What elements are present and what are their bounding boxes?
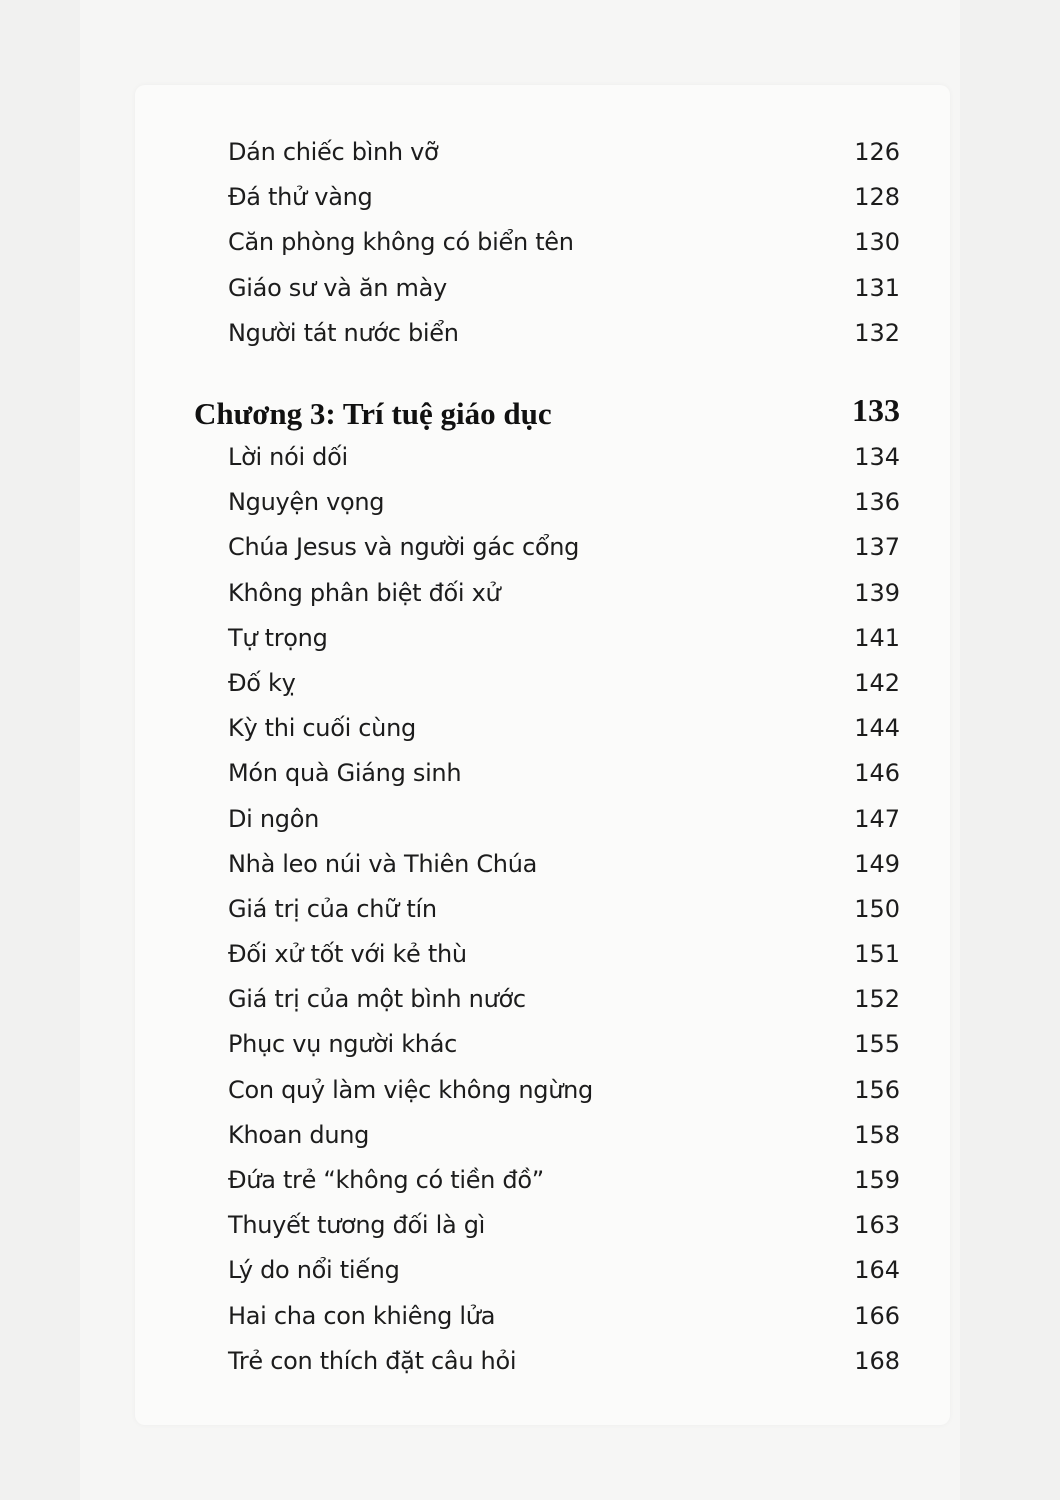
- toc-entry: [0, 1211, 1060, 1256]
- toc-entry: [0, 1121, 1060, 1166]
- entry-page: 147: [854, 804, 900, 833]
- entry-page: 163: [854, 1211, 900, 1240]
- entry-page: 141: [854, 623, 900, 652]
- entry-page: 136: [854, 488, 900, 517]
- toc-entry: [0, 895, 1060, 940]
- entry-page: 150: [854, 894, 900, 923]
- entry-title: Khoan dung: [228, 1120, 370, 1149]
- entry-title: Món quà Giáng sinh: [228, 759, 462, 788]
- entry-page: 164: [854, 1256, 900, 1285]
- entry-title: Đố kỵ: [228, 668, 296, 697]
- toc-entry: [0, 183, 1060, 228]
- toc-entry: [0, 1166, 1060, 1211]
- toc-entry: [0, 138, 1060, 183]
- entry-title: Trẻ con thích đặt câu hỏi: [228, 1346, 517, 1375]
- toc-entry: [0, 759, 1060, 804]
- entry-page: 168: [854, 1346, 900, 1375]
- entry-page: 155: [854, 1030, 900, 1059]
- entry-page: 131: [854, 273, 900, 302]
- chapter-page: 133: [852, 392, 900, 428]
- entry-page: 158: [854, 1120, 900, 1149]
- entry-title: Chúa Jesus và người gác cổng: [228, 533, 580, 562]
- toc-entry: [0, 443, 1060, 488]
- entry-title: Giáo sư và ăn mày: [228, 273, 447, 302]
- toc-entry: [0, 1347, 1060, 1392]
- entry-title: Đá thử vàng: [228, 183, 373, 212]
- entry-title: Phục vụ người khác: [228, 1030, 458, 1059]
- entry-title: Giá trị của một bình nước: [228, 985, 526, 1014]
- entry-title: Đối xử tốt với kẻ thù: [228, 940, 467, 969]
- entry-title: Lý do nổi tiếng: [228, 1256, 400, 1285]
- entry-page: 151: [854, 940, 900, 969]
- entry-page: 156: [854, 1075, 900, 1104]
- entry-title: Di ngôn: [228, 804, 320, 833]
- entry-page: 139: [854, 578, 900, 607]
- entry-title: Người tát nước biển: [228, 318, 459, 347]
- toc-entry: [0, 850, 1060, 895]
- toc-entry: [0, 1302, 1060, 1347]
- entry-title: Kỳ thi cuối cùng: [228, 714, 416, 743]
- entry-page: 166: [854, 1301, 900, 1330]
- toc-entry: [0, 624, 1060, 669]
- toc-entry: [0, 579, 1060, 624]
- entry-page: 159: [854, 1166, 900, 1194]
- entry-page: 134: [854, 443, 900, 471]
- entry-title: Đứa trẻ “không có tiền đồ”: [228, 1166, 544, 1194]
- entry-page: 137: [854, 533, 900, 562]
- toc-entry: [0, 714, 1060, 759]
- entry-page: 146: [854, 759, 900, 788]
- entry-title: Con quỷ làm việc không ngừng: [228, 1075, 593, 1104]
- entry-title: Dán chiếc bình vỡ: [228, 138, 439, 166]
- chapter-heading: [0, 390, 1060, 440]
- entry-title: Nguyện vọng: [228, 488, 385, 517]
- entry-page: 149: [854, 849, 900, 878]
- toc-entry: [0, 669, 1060, 714]
- toc-entry: [0, 533, 1060, 578]
- entry-title: Nhà leo núi và Thiên Chúa: [228, 849, 538, 878]
- toc-list-previous-chapter: [0, 138, 1060, 364]
- entry-title: Tự trọng: [228, 623, 328, 652]
- entry-page: 142: [854, 668, 900, 697]
- entry-title: Lời nói dối: [228, 443, 348, 471]
- entry-page: 130: [854, 228, 900, 257]
- toc-entry: [0, 228, 1060, 273]
- entry-page: 126: [854, 138, 900, 166]
- entry-title: Giá trị của chữ tín: [228, 894, 437, 923]
- toc-entry: [0, 319, 1060, 364]
- entry-title: Hai cha con khiêng lửa: [228, 1301, 496, 1330]
- entry-page: 128: [854, 183, 900, 212]
- entry-page: 152: [854, 985, 900, 1014]
- toc-entry: [0, 1256, 1060, 1301]
- toc-entry: [0, 488, 1060, 533]
- toc-entry: [0, 985, 1060, 1030]
- toc-entry: [0, 1076, 1060, 1121]
- entry-title: Không phân biệt đối xử: [228, 578, 501, 607]
- chapter-title: Chương 3: Trí tuệ giáo dục: [194, 396, 552, 431]
- entry-page: 132: [854, 318, 900, 347]
- toc-entry: [0, 1030, 1060, 1075]
- toc-list-chapter-3: [0, 443, 1060, 1392]
- entry-title: Căn phòng không có biển tên: [228, 228, 574, 257]
- toc-entry: [0, 940, 1060, 985]
- entry-title: Thuyết tương đối là gì: [228, 1211, 485, 1240]
- entry-page: 144: [854, 714, 900, 743]
- toc-entry: [0, 274, 1060, 319]
- toc-entry: [0, 805, 1060, 850]
